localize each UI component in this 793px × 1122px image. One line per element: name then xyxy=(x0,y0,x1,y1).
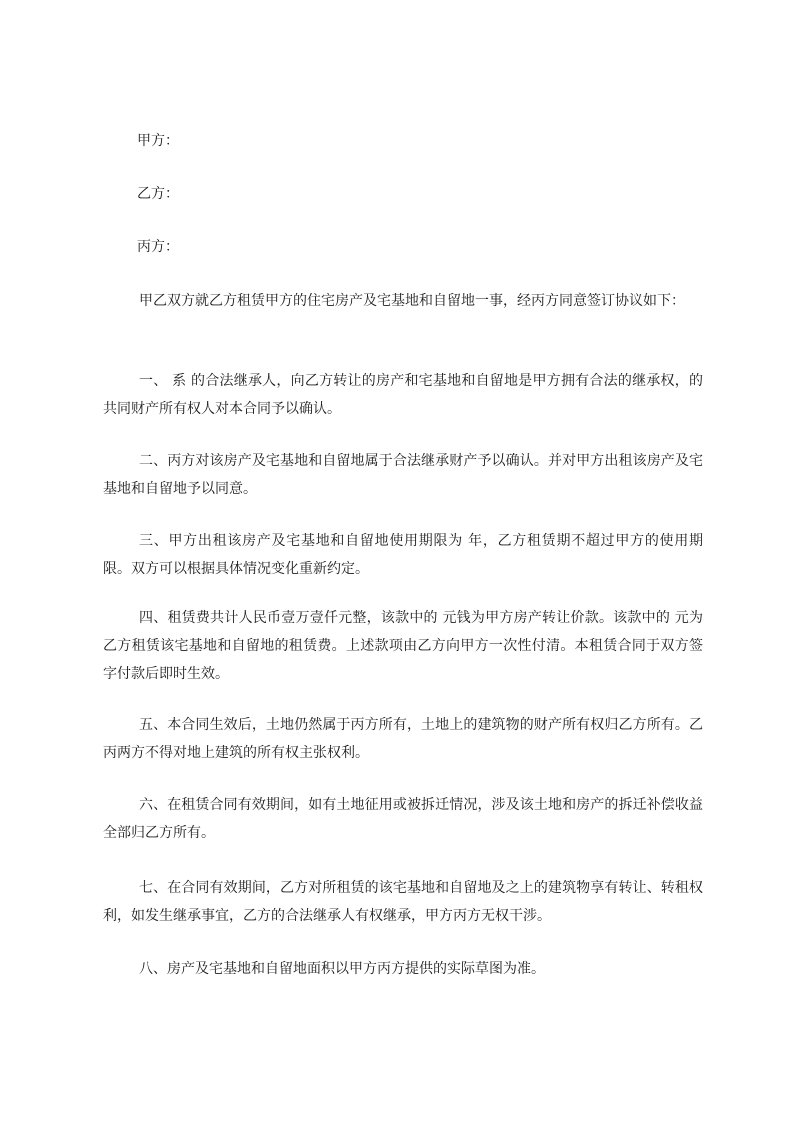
party-b-label: 乙方： xyxy=(137,186,179,202)
clause-1: 一、 系 的合法继承人，向乙方转让的房产和宅基地和自留地是甲方拥有合法的继承权，的共同财产所有权人对本合同予以确认。 xyxy=(103,373,703,417)
clause-8: 八、房产及宅基地和自留地面积以甲方丙方提供的实际草图为准。 xyxy=(139,961,545,977)
intro-paragraph: 甲乙双方就乙方租赁甲方的住宅房产及宅基地和自留地一事，经丙方同意签订协议如下： xyxy=(139,293,685,309)
clause-5: 五、本合同生效后，土地仍然属于丙方所有，土地上的建筑物的财产所有权归乙方所有。乙丙两方不得对地上建筑的所有权主张权利。 xyxy=(103,717,703,761)
clause-2: 二、丙方对该房产及宅基地和自留地属于合法继承财产予以确认。并对甲方出租该房产及宅基地和自留地予以同意。 xyxy=(103,453,703,497)
party-c-label: 丙方： xyxy=(137,239,179,255)
party-a-label: 甲方： xyxy=(137,133,179,149)
clause-7: 七、在合同有效期间，乙方对所租赁的该宅基地和自留地及之上的建筑物享有转让、转租权利，如发生继承事宜，乙方的合法继承人有权继承，甲方丙方无权干涉。 xyxy=(103,880,703,924)
clause-6: 六、在租赁合同有效期间，如有土地征用或被拆迁情况，涉及该土地和房产的拆迁补偿收益全部归乙方所有。 xyxy=(103,797,703,841)
clause-3: 三、甲方出租该房产及宅基地和自留地使用期限为 年，乙方租赁期不超过甲方的使用期限。双方可以根据具体情况变化重新约定。 xyxy=(103,533,703,577)
clause-4: 四、租赁费共计人民币壹万壹仟元整，该款中的 元钱为甲方房产转让价款。该款中的 元为乙方租赁该宅基地和自留地的租赁费。上述款项由乙方向甲方一次性付清。本租赁合同于双方签字付款后即时生效。 xyxy=(103,610,703,682)
